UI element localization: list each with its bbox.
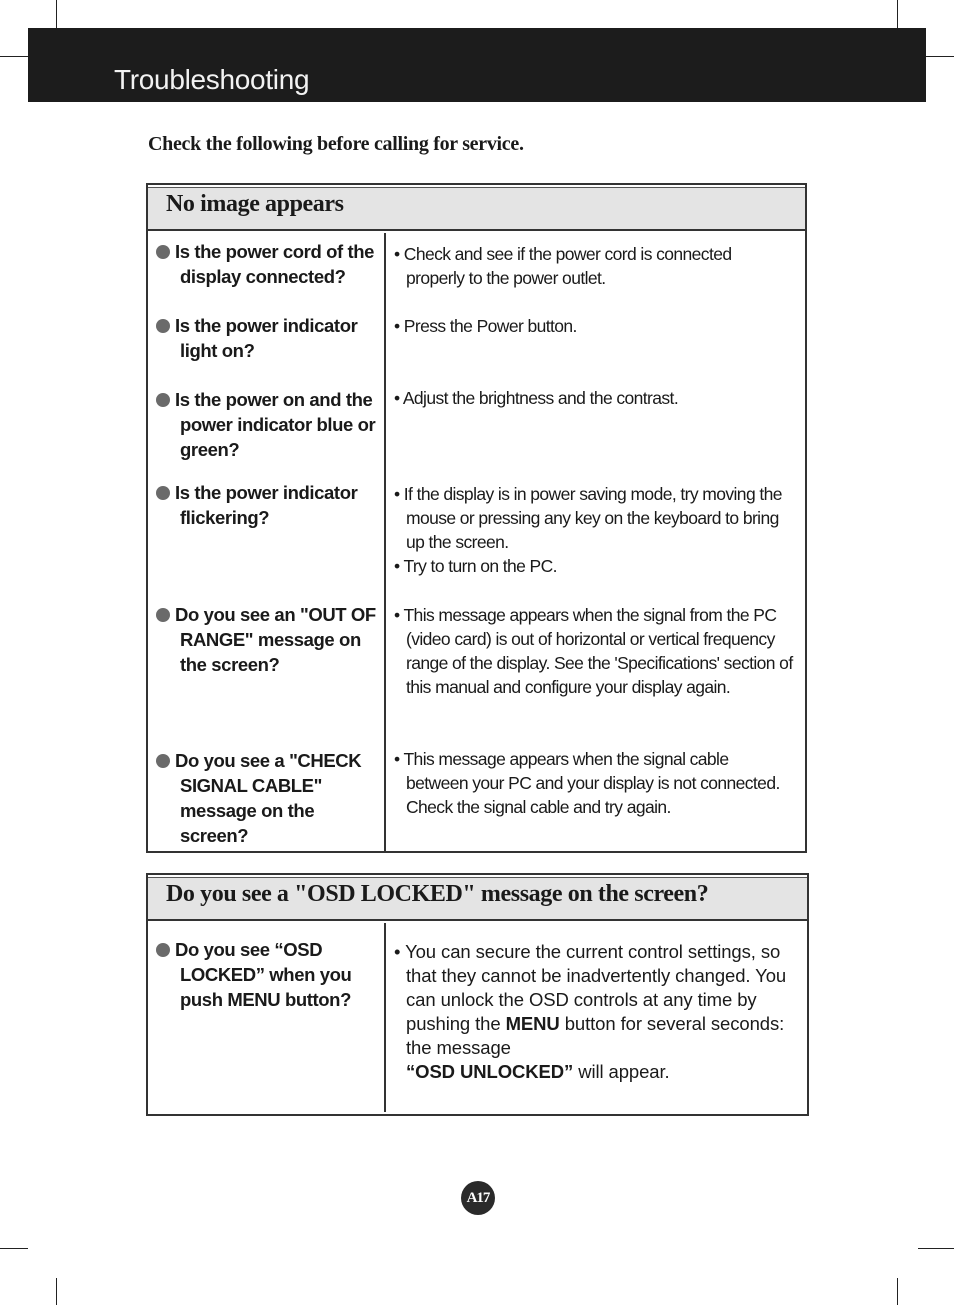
question: Do you see a "CHECK SIGNAL CABLE" message on the screen? <box>156 748 384 848</box>
crop-mark <box>897 0 898 28</box>
question: Do you see an "OUT OF RANGE" message on the screen? <box>156 602 384 677</box>
crop-mark <box>918 1248 954 1249</box>
bullet-icon <box>156 245 170 259</box>
bullet-icon <box>156 319 170 333</box>
crop-mark <box>926 56 954 57</box>
question: Is the power on and the power indicator blue or green? <box>156 387 384 462</box>
question: Is the power indicator flickering? <box>156 480 384 530</box>
answer: • You can secure the current control settings, so that they cannot be inadvertently changed. You can unlock the OSD controls at any time by pushing the MENU button for several seconds: the message “OSD UNLOCKED” will appear. <box>394 941 787 1082</box>
crop-mark <box>0 56 28 57</box>
section-osd-locked <box>146 873 809 1116</box>
answer: • Press the Power button. <box>394 316 577 336</box>
crop-mark <box>56 1278 57 1305</box>
section-header <box>148 185 805 231</box>
section-header <box>148 875 807 921</box>
answer: • If the display is in power saving mode, try moving the mouse or pressing any key on the keyboard to bring up the screen. • Try to turn on the PC. <box>394 484 782 576</box>
intro-text: Check the following before calling for service. <box>148 133 524 155</box>
column-divider <box>384 923 386 1112</box>
question: Is the power cord of the display connected? <box>156 239 384 289</box>
answer: • This message appears when the signal from the PC (video card) is out of horizontal or vertical frequency range of the display. See the 'Specifications' section of this manual and configure your display again. <box>394 605 793 697</box>
section-title: No image appears <box>166 191 344 217</box>
page-number-badge: A17 <box>461 1181 495 1215</box>
bullet-icon <box>156 486 170 500</box>
answer: • Adjust the brightness and the contrast. <box>394 388 679 408</box>
answer: • This message appears when the signal cable between your PC and your display is not connected. Check the signal cable and try again. <box>394 749 780 817</box>
crop-mark <box>897 1278 898 1305</box>
answer: • Check and see if the power cord is connected properly to the power outlet. <box>394 244 732 288</box>
header-bar <box>28 28 926 102</box>
section-title: Do you see a "OSD LOCKED" message on the screen? <box>166 881 709 907</box>
question: Do you see “OSD LOCKED” when you push MENU button? <box>156 937 384 1012</box>
page-title: Troubleshooting <box>114 64 310 95</box>
bullet-icon <box>156 754 170 768</box>
crop-mark <box>0 1248 28 1249</box>
bullet-icon <box>156 943 170 957</box>
section-no-image <box>146 183 807 853</box>
bullet-icon <box>156 608 170 622</box>
crop-mark <box>56 0 57 28</box>
question: Is the power indicator light on? <box>156 313 384 363</box>
bullet-icon <box>156 393 170 407</box>
column-divider <box>384 233 386 851</box>
